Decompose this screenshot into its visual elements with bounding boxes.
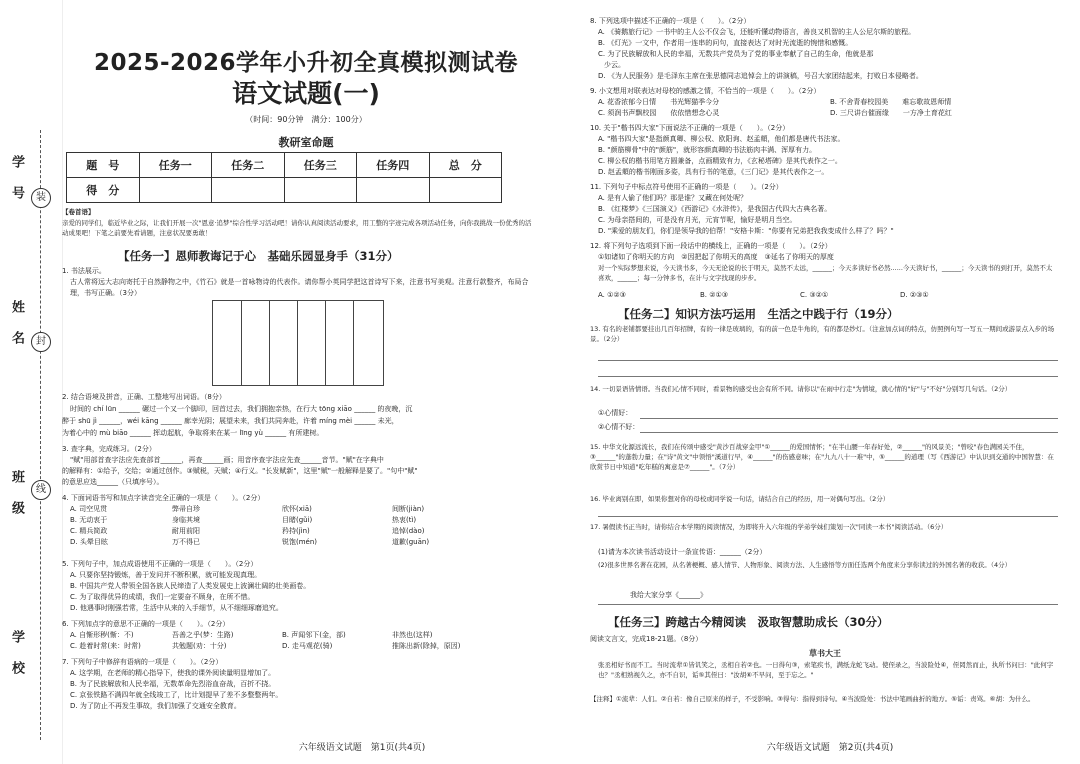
q12-option[interactable]: A. ①②③: [598, 291, 626, 299]
score-table: [66, 152, 502, 203]
q15-text: 15. 中华文化源远流长，我们在传颂中感受"黄沙百战穿金甲"①______的爱国情怀；"在半山腰一年春好处，②______"的风景美；"曾咬"春色满园关不住，③______"的蓬勃力量；在"诗"黄文"中领悟"溪道行早，④______"的伤感意味；在"九九八十一难"中，⑤______的道理（写《西游记》中认识到交通的中国智慧：在欣赏节日中知道"吃年糕的寓意是⑦______"。（7分）: [590, 443, 1054, 471]
q6-option[interactable]: 共勉题(劝：十分): [172, 642, 227, 650]
q17-answer-line[interactable]: [598, 604, 1058, 605]
q18-title: 阅读文言文，完成18-21题。（8分）: [590, 635, 703, 643]
q9-option[interactable]: A. 花香浓郁今日情 书光辉猫季今分: [598, 98, 720, 106]
q4-option: 万不得已: [172, 538, 200, 546]
page1-footer: 六年级语文试题 第1页(共4页): [298, 743, 426, 753]
q11-option[interactable]: D. "乘爱的朋友们，你们是领导我的伯帮！"安格卡斯："你要有兄弟把我我变成什么样了？吗？": [598, 227, 894, 235]
score-header-cell: 任务二: [212, 153, 285, 178]
q10-option[interactable]: D. 赵孟頫的楷书刚面多姿，具有行书的笔意，《三门记》是其代表作之一。: [598, 168, 829, 176]
calligraphy-grid[interactable]: [212, 300, 384, 386]
q1-text: 古人常将远大志向寄托于自然静物之中，《竹石》就是一首咏物诗的代表作。请你帮小英同学把这首诗写下来，注意书写美观。注意行款整齐，布局合理，书写正确。（3分）: [70, 278, 529, 297]
q1-title: 1. 书法展示。: [62, 267, 106, 275]
q8-option[interactable]: A. 《骑鹅旅行记》一书中的主人公不仅会飞，还能听懂动物语言，善良又机智的主人公尼尔斯的旅程。: [598, 28, 916, 36]
q8-option[interactable]: D. 《为人民服务》是毛泽东主席在张思德同志追悼会上的讲演稿，号召大家团结起来，打败日本侵略者。: [598, 72, 923, 80]
q17-text: 17. 暑假读书正当时，请你结合本学期的阅读情况，为即将升入六年级的学弟学妹们策划一次"同读一本书"阅读活动。（6分）: [590, 523, 948, 531]
q6-option[interactable]: 非然也(这样): [392, 631, 433, 639]
q10-option[interactable]: A. "楷书四大家"是指颜真卿、柳公权、欧阳询、赵孟頫，他们都是唐代书法家。: [598, 135, 845, 143]
q6-option[interactable]: B. 声闻邻下(金，部): [282, 631, 346, 639]
q12-sub: ①如诸如了你明天的方向 ②因把起了你明天的高度 ③延名了你明天的厚度: [598, 253, 834, 261]
score-header-cell: 任务四: [357, 153, 430, 178]
q2-title: 2. 结合语境及拼音，正确、工整地写出词语。（8分）: [62, 393, 226, 401]
seal-zhuang: 装: [31, 188, 51, 208]
q6-option[interactable]: D. 走马观花(骑): [282, 642, 333, 650]
q14-answer-line[interactable]: [640, 432, 1058, 433]
q16-answer-line[interactable]: [598, 516, 1058, 517]
q11-option[interactable]: A. 是有人偷了他们吗？那是谁？又藏在何处呢？: [598, 194, 748, 202]
q4-option: 追悼(dào): [392, 527, 425, 535]
q3-title: 3. 查字典，完成练习。（2分）: [62, 445, 156, 453]
q17-share: 我给大家分享《______》: [630, 591, 707, 599]
q17-part: (2)很多世界名著在花园，从名著梗概、感人情节、人物形象、阅读方法、人生感悟等方面任选两个角度来分享你读过的外国名著的收获。（4分）: [598, 561, 1012, 569]
q4-option: 热衷(tì): [392, 516, 417, 524]
q7-option[interactable]: A. 这学期，在老师的精心指导下，使我的课外阅读量明显增加了。: [70, 669, 276, 677]
exam-page-1: [62, 0, 550, 764]
q5-title: 5. 下列句子中，加点成语使用不正确的一项是（ ）。（2分）: [62, 560, 258, 568]
q13-text: 13. 有名的老铺都要挂出几百年招牌，有的一律是玻璃的，有的前一色是牛角的，有的都是纱灯。（注意加点词的特点，仿照例句写一写五一期间或游景点入步的场景。（2分）: [590, 325, 1055, 343]
q12-option[interactable]: B. ②①③: [700, 291, 729, 299]
q4-option[interactable]: B. 无动衷于: [70, 516, 108, 524]
q12-option[interactable]: D. ②③①: [900, 291, 929, 299]
story-text: 张丞相好书而不工。当时流辈①皆讥笑之，丞相自若②也。一日得句③，索笔疾书，满纸龙蛇飞动。使侄录之，当波险处④，侄罔然而止，执所书问曰："此何字也？"丞相熟视久之，亦不自识，诟⑤其侄曰："汝胡⑥不早问，至于忘之。": [598, 661, 1054, 679]
q3-line: 的意思应选______（只填序号）。: [62, 478, 164, 486]
exam-meta: （时间：90分钟 满分：100分）: [245, 115, 367, 124]
q7-option[interactable]: C. 京张铁路不满四年就全线竣工了，比计划提早了差不多整整两年。: [70, 691, 283, 699]
task3-heading: 【任务三】跨越古今精阅读 汲取智慧助成长（30分）: [608, 615, 889, 629]
q4-option: 间断(jiàn): [392, 505, 425, 513]
class-label: 班级: [9, 470, 24, 532]
q9-option[interactable]: C. 须润书声飘校园 依依惜想念心灵: [598, 109, 720, 117]
q9-option[interactable]: D. 三尺讲台催面缘 一方净土育花红: [830, 109, 952, 117]
q6-option[interactable]: 吾善之乎(梦：生路): [172, 631, 234, 639]
q10-option[interactable]: C. 柳公权的楷书用笔方圆兼备，点画精致有力，《玄秘塔碑》是其代表作之一。: [598, 157, 842, 165]
q4-option: 欣怀(xiā): [282, 505, 312, 513]
q8-option[interactable]: B. 《灯光》一文中，作者用一连串的问句，直接表达了对时光流逝的惋惜和感慨。: [598, 39, 853, 47]
score-cell[interactable]: [357, 178, 430, 203]
q2-line: 时间的 chí lūn ______ 碾过一个又一个脚印，回首过去，我们拥抱亲热，在行大 tōng xiāo ______ 的夜晚，沉: [70, 405, 413, 413]
task2-heading: 【任务二】知识方法巧运用 生活之中践于行（19分）: [618, 307, 899, 321]
q8-title: 8. 下列选项中描述不正确的一项是（ ）。（2分）: [590, 17, 751, 25]
q11-option[interactable]: B. 《红楼梦》《三国演义》《西游记》《水浒传》，是我国古代四大古典名著。: [598, 205, 832, 213]
q8-option-cont: 少云。: [604, 61, 625, 69]
q5-option[interactable]: D. 他遇事时刚强若常，生活中从来的入手细节，从不细细琢磨追究。: [70, 604, 283, 612]
q4-option: 目睹(gǔi): [282, 516, 313, 524]
q12-title: 12. 将下列句子选项到下面一段话中的横线上，正确的一项是（ ）。（2分）: [590, 242, 832, 250]
q3-line: 的解释有：①给予，交给；②通过创作。③赋税，天赋；④行义。"长发赋新"，这里"赋"一般解释是要了。"句中"赋": [62, 467, 418, 475]
score-cell[interactable]: [284, 178, 357, 203]
story-title: 草书大王: [809, 649, 841, 658]
q16-text: 16. 毕业离别在即，如果你想对你的母校或同学说一句话，请结合自己的经历，用一对偶句写出。（2分）: [590, 495, 890, 503]
q3-line: "赋"用部首查字法应先查部首______，再查______画；用音序查字法应先查______音节。"赋"在字典中: [70, 456, 384, 464]
q6-option[interactable]: 推陈出新(除掉，原因): [392, 642, 461, 650]
q9-option[interactable]: B. 不舍青春校园美 难忘歌故恩师情: [830, 98, 952, 106]
score-cell[interactable]: [429, 178, 502, 203]
q7-option[interactable]: D. 为了防止不再发生事故，我们加强了交通安全教育。: [70, 702, 241, 710]
q4-option: 弊帚自珍: [172, 505, 200, 513]
score-cell[interactable]: [212, 178, 285, 203]
q11-title: 11. 下列句子中标点符号使用不正确的一项是（ ）。（2分）: [590, 183, 783, 191]
q4-title: 4. 下面词语书写和加点字读音完全正确的一项是（ ）。（2分）: [62, 494, 265, 502]
q14-label: ①心情好：: [598, 409, 633, 417]
q13-answer-line[interactable]: [598, 360, 1058, 361]
intro-title: 【卷首语】: [62, 208, 95, 216]
q5-option[interactable]: A. 只要你坚持锻炼，善于发问并不断积累，就可能发现真理。: [70, 571, 262, 579]
q2-line: 醉于 shū jì ______，wéi kāng ______ 廊幸光阴；展望未来，我们共同奔赴，许着 míng mèi ______ 未光，: [62, 417, 399, 425]
school-label: 学校: [9, 630, 24, 692]
exam-subtitle: 语文试题(一): [232, 79, 380, 108]
score-row-label: 得 分: [67, 178, 140, 203]
seal-xian: 线: [31, 480, 51, 500]
score-table-header: [67, 153, 502, 178]
q11-option[interactable]: C. 为母亲搭间的，可是没有月光，元宵节呢，愉好是明月当空。: [598, 216, 797, 224]
q4-option: 道歉(guān): [392, 538, 430, 546]
q14-text: 14. 一切景语皆情语。当我们心情不同时，看景物的感受也会有所不同。请你以"在雨中行走"为情境，就心情的"好"与"不好"分别写几句话。（2分）: [590, 385, 1012, 393]
q10-title: 10. 关于"楷书四大家"下面说法不正确的一项是（ ）。（2分）: [590, 124, 790, 132]
seal-feng: 封: [31, 332, 51, 352]
name-label: 姓名: [9, 300, 24, 362]
q4-option: 身临其境: [172, 516, 200, 524]
score-header-cell: 总 分: [429, 153, 502, 178]
task1-heading: 【任务一】恩师教诲记于心 基础乐园显身手（31分）: [118, 249, 399, 263]
exam-title: 2025-2026学年小升初全真模拟测试卷: [93, 50, 519, 76]
score-header-cell: 题 号: [67, 153, 140, 178]
exam-page-2: [590, 0, 1070, 764]
q2-line: 为着心中的 mù biāo ______ 挥动起航，争取将来在某一 līng yù ______ 有所建树。: [62, 429, 324, 437]
student-id-label: 学号: [9, 155, 24, 217]
q7-title: 7. 下列句子中修辞有语病的一项是（ ）。（2分）: [62, 658, 223, 666]
q6-title: 6. 下列加点字的意思不正确的一项是（ ）。（2分）: [62, 620, 230, 628]
q14-answer-line[interactable]: [640, 418, 1058, 419]
score-cell[interactable]: [139, 178, 212, 203]
q12-option[interactable]: C. ③②①: [800, 291, 829, 299]
q10-option[interactable]: B. "颜筋柳骨"中的"颜筋"，就形容颜真卿的书法筋肉丰满、浑厚有力。: [598, 146, 817, 154]
q6-option[interactable]: C. 趁着时常(来：时常): [70, 642, 141, 650]
q4-option: 矜持(jìn): [282, 527, 310, 535]
page2-footer: 六年级语文试题 第2页(共4页): [766, 743, 894, 753]
q4-option: 锐饱(mén): [282, 538, 318, 546]
story-note: 【注释】①流辈：人们。②自若：像自己原来的样子，不受影响。③得句：指得到诗句。④当波险处：书法中笔画曲折的地方。⑤诟：责骂。⑥胡：为什么。: [590, 695, 1035, 703]
score-table-row: [67, 178, 502, 203]
q7-option[interactable]: B. 为了民族解放和人民幸福，无数革命先烈浴血奋战，百折不挠。: [70, 680, 276, 688]
exam-org: 教研室命题: [278, 136, 334, 149]
q4-option[interactable]: D. 头晕目眩: [70, 538, 108, 546]
q9-title: 9. 小文想用对联表达对母校的感激之情，不恰当的一项是（ ）。（2分）: [590, 87, 821, 95]
q4-option[interactable]: C. 精兵简政: [70, 527, 108, 535]
binding-line: [40, 130, 41, 740]
score-header-cell: 任务一: [139, 153, 212, 178]
q12-text: 对一个实际梦想来说，今天读书多，今天无论说的长于明天，莫然不太远，______；今天多读好书必然......今天读好书，______；今天读书的到打开，莫然不太喜欢，______；每一分钟多书，在计与文字找现的步步。: [598, 264, 1053, 282]
q17-part: (1)请为本次读书活动设计一条宣传语：______（2分）: [598, 548, 767, 556]
q13-answer-line[interactable]: [598, 376, 1058, 377]
q6-option[interactable]: A. 自惭形秽(惭：不): [70, 631, 134, 639]
q8-option[interactable]: C. 为了民族解放和人民的幸福，无数共产党员为了党的事业奉献了自己的生命，他就是那: [598, 50, 874, 58]
q14-label: ②心情不好：: [598, 423, 640, 431]
score-header-cell: 任务三: [284, 153, 357, 178]
intro-text: 亲爱的同学们，临近毕业之际，让我们开展一次"恩意·追梦"综合性学习活动吧！请你认真阅读活动要求，用工整的字迹完成各项活动任务，向你我挑战一份优秀的活动成果吧！下笔之前要先看请题，注意状况要勇敢！: [62, 219, 532, 237]
q5-option[interactable]: C. 为了取得优异的成绩，我们一定要奋不顾身，在所不惜。: [70, 593, 255, 601]
binding-margin: [0, 0, 63, 764]
q4-option[interactable]: A. 司空见贯: [70, 505, 108, 513]
q5-option[interactable]: B. 中国共产党人带领全国各族人民缔造了人类发展史上波澜壮阔的壮美画卷。: [70, 582, 311, 590]
q4-option: 耐用前阳: [172, 527, 200, 535]
